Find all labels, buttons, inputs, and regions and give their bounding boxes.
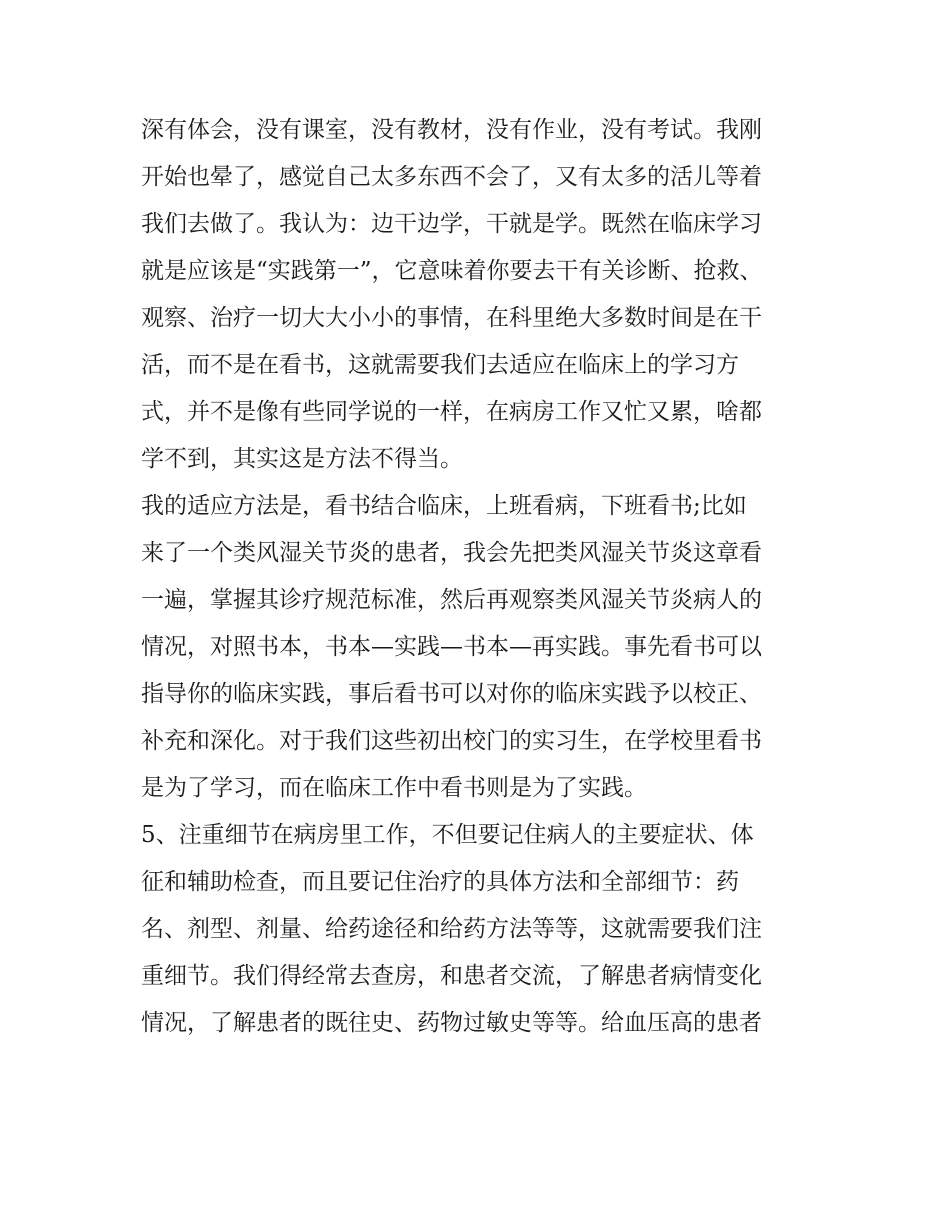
text-line: 学不到，其实这是方法不得当。 — [141, 446, 463, 472]
text-line: 5、注重细节在病房里工作，不但要记住病人的主要症状、体 — [141, 822, 754, 848]
text-line: 是为了学习，而在临床工作中看书则是为了实践。 — [141, 775, 647, 801]
text-line: 一遍，掌握其诊疗规范标准，然后再观察类风湿关节炎病人的 — [141, 587, 762, 613]
text-line: 就是应该是“实践第一”，它意味着你要去干有关诊断、抢救、 — [141, 258, 763, 284]
text-line: 来了一个类风湿关节炎的患者，我会先把类风湿关节炎这章看 — [141, 540, 762, 566]
text-line: 重细节。我们得经常去查房，和患者交流，了解患者病情变化 — [141, 963, 762, 989]
body-text — [141, 107, 813, 1047]
text-line: 名、剂型、剂量、给药途径和给药方法等等，这就需要我们注 — [141, 916, 762, 942]
text-line: 情况，了解患者的既往史、药物过敏史等等。给血压高的患者 — [141, 1010, 762, 1036]
text-line: 深有体会，没有课室，没有教材，没有作业，没有考试。我刚 — [141, 117, 762, 143]
text-line: 活，而不是在看书，这就需要我们去适应在临床上的学习方 — [141, 352, 739, 378]
text-line: 式，并不是像有些同学说的一样，在病房工作又忙又累，啥都 — [141, 399, 762, 425]
text-line: 我的适应方法是，看书结合临床，上班看病，下班看书;比如 — [141, 493, 747, 519]
text-line: 观察、治疗一切大大小小的事情，在科里绝大多数时间是在干 — [141, 305, 762, 331]
text-line: 我们去做了。我认为：边干边学，干就是学。既然在临床学习 — [141, 211, 762, 237]
text-line: 征和辅助检查，而且要记住治疗的具体方法和全部细节：药 — [141, 869, 739, 895]
text-line: 指导你的临床实践，事后看书可以对你的临床实践予以校正、 — [141, 681, 762, 707]
text-line: 情况，对照书本，书本—实践—书本—再实践。事先看书可以 — [141, 634, 762, 660]
text-line: 补充和深化。对于我们这些初出校门的实习生，在学校里看书 — [141, 728, 762, 754]
text-line: 开始也晕了，感觉自己太多东西不会了，又有太多的活儿等着 — [141, 164, 762, 190]
